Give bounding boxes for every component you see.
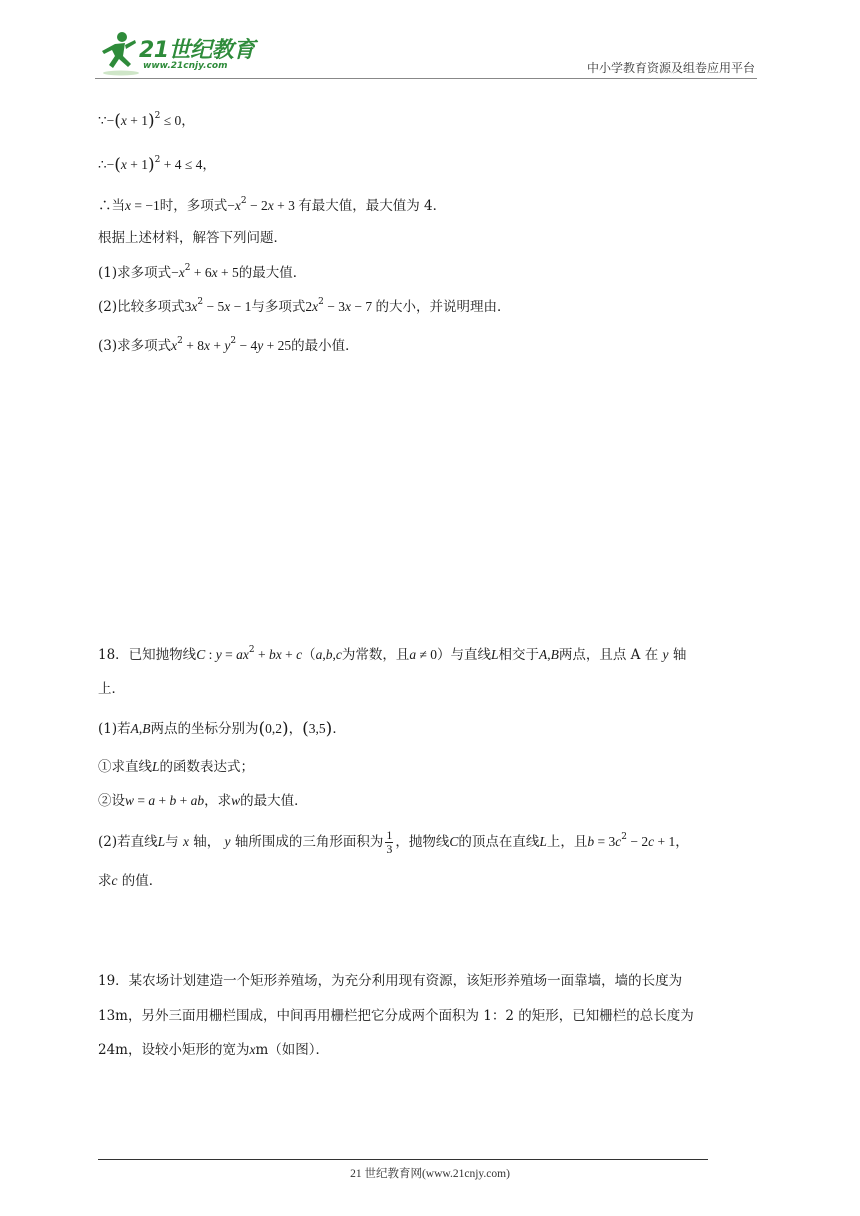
site-logo <box>95 30 265 78</box>
question-18-part-1: (1)若A,B两点的坐标分别为(0,2)，(3,5)． <box>98 719 346 739</box>
logo-url: www.21cnjy.com <box>143 61 228 71</box>
runner-icon <box>95 30 139 76</box>
question-19-line-3: 24m，设较小矩形的宽为xm（如图）． <box>98 1042 330 1058</box>
question-18-part-1-ii: ②设w = a + b + ab，求w的最大值． <box>98 793 308 809</box>
page-footer: 21 世纪教育网(www.21cnjy.com) <box>350 1168 510 1180</box>
question-17-part-2: (2)比较多项式$3x^2 - 5x - 1$与多项式$2x^2 - 3x - 7$ 的大小，并说明理由． <box>98 297 511 315</box>
question-18-stem: 18．已知抛物线C : $y = ax^2$ + bx + c（a,b,c为常数，且a ≠ 0）与直线L相交于A,B两点，且点 A 在 y 轴 <box>98 645 687 663</box>
logo-text: 21世纪教育 <box>139 38 255 63</box>
question-19-line-1: 19．某农场计划建造一个矩形养殖场，为充分利用现有资源，该矩形养殖场一面靠墙，墙的长度为 <box>98 973 683 989</box>
material-line-4: 根据上述材料，解答下列问题． <box>98 230 287 246</box>
question-18-stem-cont: 上． <box>98 681 125 697</box>
question-17-part-3: (3)求多项式$x^2 + 8x + y^2 - 4y + 25$的最小值． <box>98 336 359 354</box>
header-tagline: 中小学教育资源及组卷应用平台 <box>586 61 755 75</box>
question-18-part-2: (2)若直线L与 x 轴， y 轴所围成的三角形面积为 $\frac{1}{3}$ ，抛物线C的顶点在直线L上，且$b = 3c^2 - 2c + 1$， <box>98 828 689 856</box>
material-line-1: ∵−(x + 1)$^2$ ≤ 0， <box>98 111 195 131</box>
material-line-3: ∴当x = −1时，多项式$-x^2 - 2x + 3$ 有最大值，最大值为 4． <box>98 196 447 214</box>
header-divider <box>95 78 757 79</box>
material-line-2: ∴−(x + 1)$^2$ + 4 ≤ 4， <box>98 155 216 175</box>
question-19-line-2: 13m，另外三面用栅栏围成，中间再用栅栏把它分成两个面积为 1：2 的矩形，已知栅栏的总长度为 <box>98 1008 694 1024</box>
footer-divider <box>98 1159 708 1160</box>
question-18-part-1-i: ①求直线L的函数表达式； <box>98 759 255 775</box>
question-18-part-2-cont: 求c 的值． <box>98 873 163 889</box>
question-17-part-1: (1)求多项式$-x^2 + 6x + 5$的最大值． <box>98 263 307 281</box>
page-header <box>95 30 760 78</box>
